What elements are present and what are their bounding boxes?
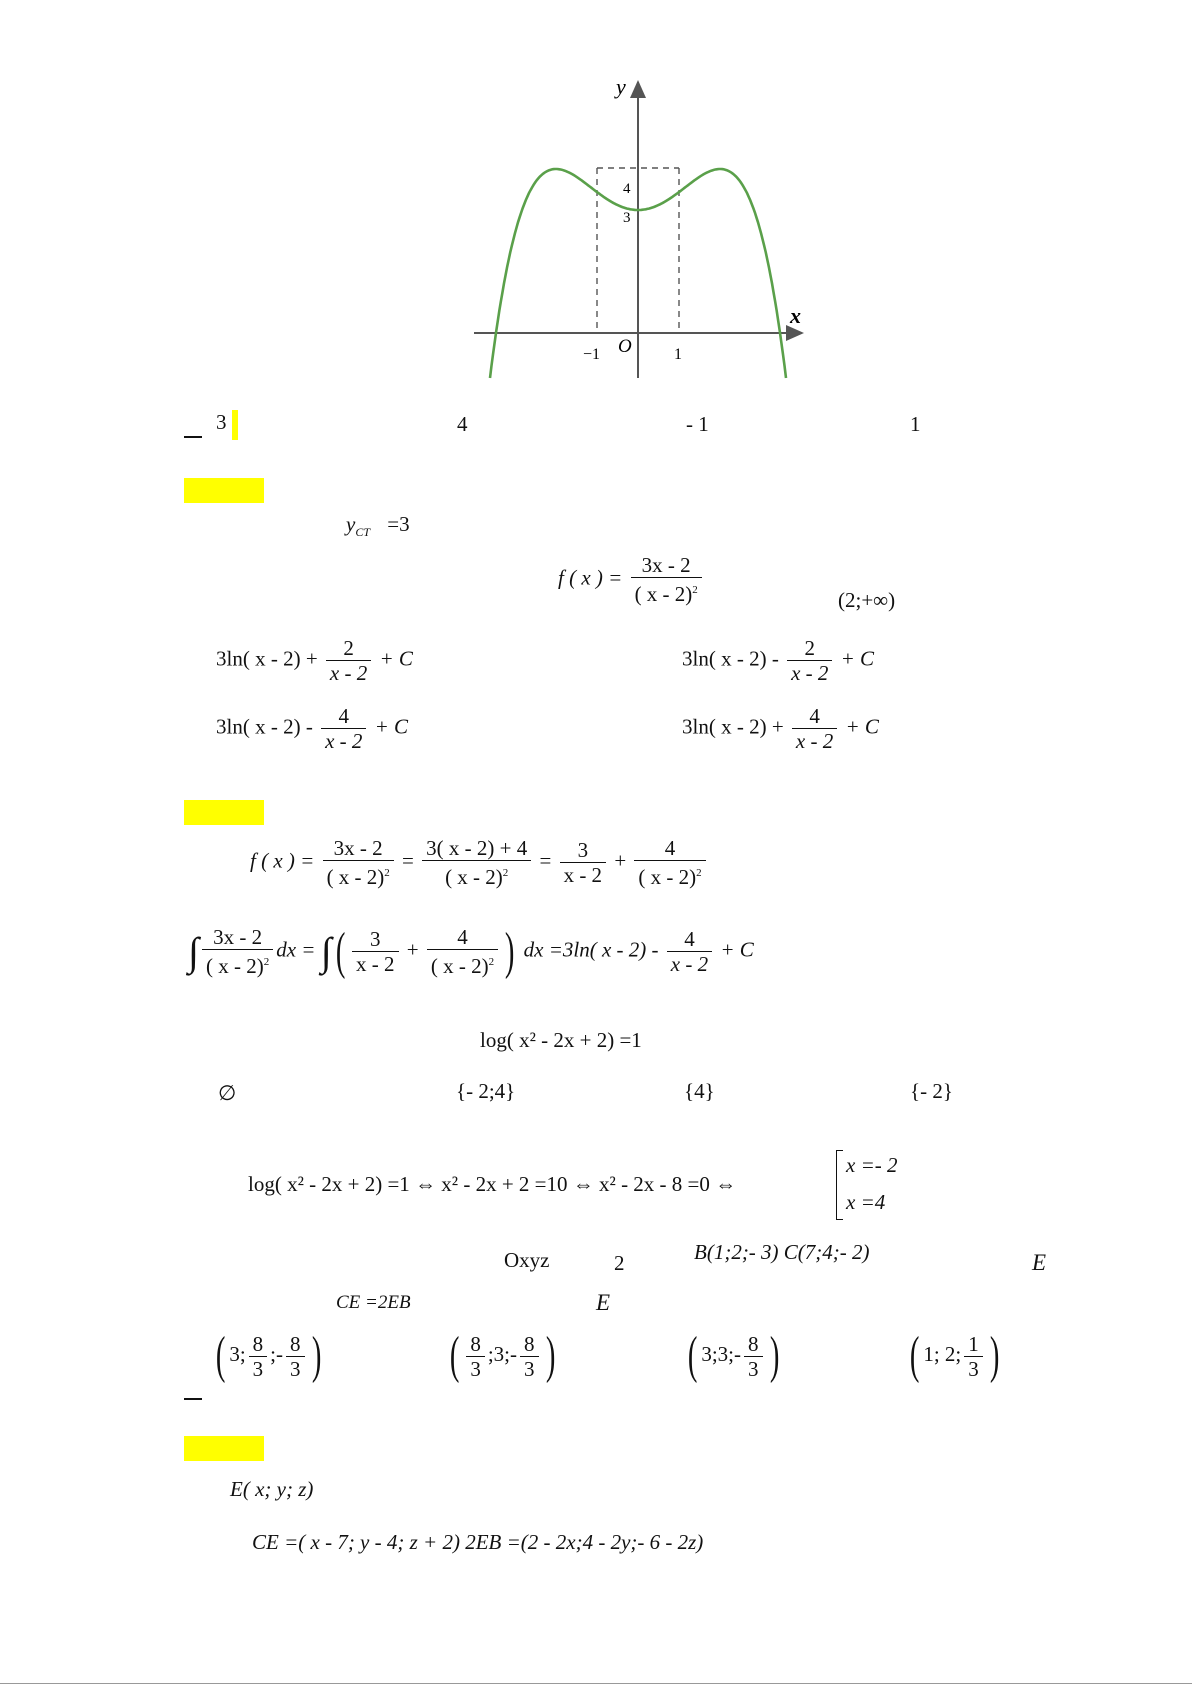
q4-option-c[interactable]: ( 3;3;- $\frac{8}{3}$ ) [687,1327,779,1384]
q3-option-d[interactable]: {- 2} [910,1079,953,1103]
q1-solution-label [184,478,264,503]
q4-points: B(1;2;- 3) C(7;4;- 2) [694,1240,870,1264]
q4-count: 2 [614,1251,625,1275]
q3-root-1: x =- 2 [846,1153,898,1177]
q3-system-bracket [836,1150,843,1220]
q3-root-2: x =4 [846,1190,886,1214]
y-axis-label: y [616,78,626,99]
q1-solution: $y_{CT} =3$ [346,512,410,540]
x-axis-label: x [790,303,801,328]
q3-solution-chain: log( x² - 2x + 2) =1 ⇔ x² - 2x + 2 =10 ⇔ x² - 2x - 8 =0 ⇔ [248,1172,737,1196]
q3-option-a[interactable]: ∅ [218,1081,237,1105]
q4-solution-e: E( x; y; z) [230,1477,314,1501]
q2-option-d[interactable]: 3ln( x - 2) + $\frac{4}{x - 2}$ + C [682,704,879,753]
q3-equation: log( x² - 2x + 2) =1 [480,1028,642,1052]
q2-interval: (2;+∞) [838,588,896,612]
q3-option-c[interactable]: {4} [684,1079,715,1103]
answer-mark [184,436,202,438]
tick-y-4: 4 [623,181,631,197]
origin-label: O [618,336,632,357]
q1-answer-highlight [232,410,238,440]
q1-option-c[interactable]: - 1 [686,412,709,436]
q1-option-a[interactable]: 3 [216,410,227,434]
q4-point-e: E [1032,1250,1047,1275]
q4-space: Oxyz [504,1248,550,1272]
q1-option-b[interactable]: 4 [457,412,468,436]
tick-y-3: 3 [623,210,631,226]
q4-option-b[interactable]: ( $\frac{8}{3}$ ;3;- $\frac{8}{3}$ ) [449,1327,555,1384]
function-graph [460,78,820,388]
q4-answer-mark [184,1398,202,1400]
q1-option-d[interactable]: 1 [910,412,921,436]
q4-solution-vectors: CE =( x - 7; y - 4; z + 2) 2EB =(2 - 2x;4 - 2y;- 6 - 2z) [252,1530,704,1554]
q4-option-a[interactable]: ( 3; $\frac{8}{3}$ ;- $\frac{8}{3}$ ) [215,1327,321,1384]
q2-solution-step2: ∫ $\frac{3x - 2}{( x - 2)^2}$ dx = ∫( $\frac{3}{x - 2}$ + $\frac{4}{( x - 2)^2}$ ) dx =3ln( x - 2) - $\frac{4}{x - 2}$ + C [188,922,754,980]
q2-solution-label [184,800,264,825]
q4-solution-label [184,1436,264,1461]
footer-rule [0,1683,1192,1684]
q2-option-c[interactable]: 3ln( x - 2) - $\frac{4}{x - 2}$ + C [216,704,409,753]
tick-x-neg1: −1 [583,346,601,363]
tick-x-1: 1 [674,346,682,363]
q4-option-d[interactable]: ( 1; 2; $\frac{1}{3}$ ) [909,1327,1000,1384]
q4-point-e2: E [596,1290,611,1315]
q3-option-b[interactable]: {- 2;4} [456,1079,516,1103]
q2-option-b[interactable]: 3ln( x - 2) - $\frac{2}{x - 2}$ + C [682,636,875,685]
q2-option-a[interactable]: 3ln( x - 2) + $\frac{2}{x - 2}$ + C [216,636,413,685]
q2-solution-step1: f ( x ) = $\frac{3x - 2}{( x - 2)^2}$ = $\frac{3( x - 2) + 4}{( x - 2)^2}$ = $\frac{3}{x - 2}$ + $\frac{4}{( x - 2)^2}$ [250,836,709,889]
q2-function: f ( x ) = $\frac{3x - 2}{( x - 2)^2}$ [558,553,705,606]
q4-condition: CE =2EB [336,1292,411,1313]
